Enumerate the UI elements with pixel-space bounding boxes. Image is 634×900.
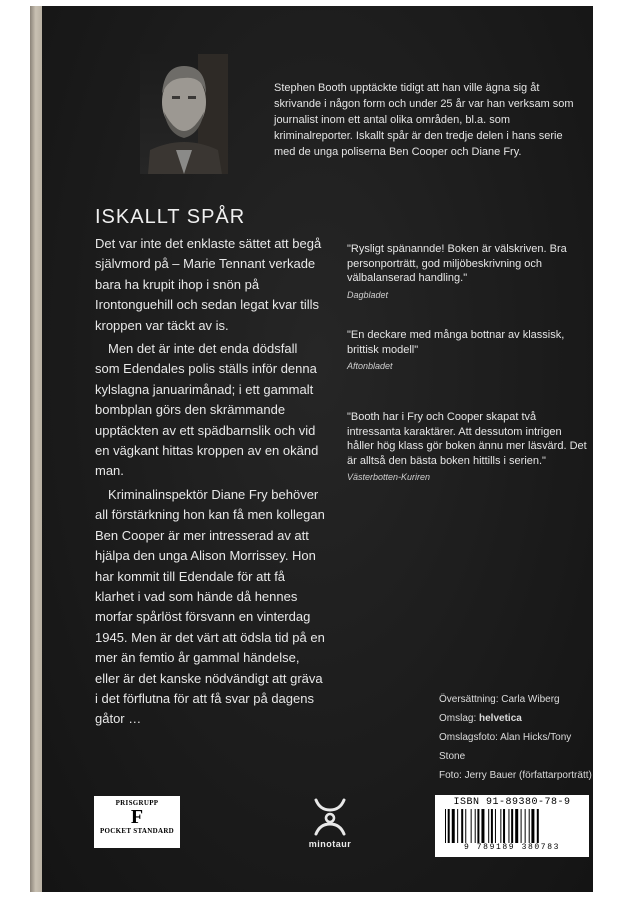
- ean-number: 9 789189 380783: [463, 843, 560, 852]
- barcode-bar: [521, 809, 522, 843]
- review-quote-text: "Rysligt spänannde! Boken är välskriven. Bra personporträtt, god miljöbeskrivning och välbalanserad handling.": [347, 243, 567, 284]
- credit-translation: Översättning: Carla Wiberg: [439, 694, 560, 705]
- barcode-bar: [500, 809, 501, 843]
- barcode-bar: [515, 809, 518, 843]
- price-group-box: [94, 796, 180, 848]
- review-quote-text: "Booth har i Fry och Cooper skapat två intressanta karaktärer. Att dessutom intrigen håller hög klass gör boken ännu mer läsvärd. Det är alltså den bästa boken hittills i serien.": [347, 411, 587, 467]
- price-group-label: PRISGRUPP: [115, 799, 159, 807]
- barcode: [445, 809, 579, 843]
- barcode-bar: [495, 809, 496, 843]
- barcode-bar: [475, 809, 476, 843]
- blurb-paragraph: Men det är inte det enda dödsfall som Edendales polis ställs inför denna kylslagna januarimånad; i ett gammalt bombplan görs den skrämmande upptäckten av ett spädbarnslik och vid en vägkant hittas kroppen av en okänd man.: [95, 341, 319, 479]
- credit-cover-photo: Omslagsfoto: Alan Hicks/Tony Stone: [439, 732, 572, 762]
- barcode-bar: [531, 809, 534, 843]
- book-title: ISKALLT SPÅR: [95, 206, 246, 228]
- barcode-bar: [471, 809, 472, 843]
- review-source: Aftonbladet: [347, 361, 393, 371]
- isbn-number: ISBN 91-89380-78-9: [453, 797, 571, 808]
- price-group-standard: POCKET STANDARD: [99, 827, 175, 835]
- review-source: Dagbladet: [347, 289, 389, 300]
- publisher-logo: [300, 796, 360, 856]
- credit-cover-label: Omslag:: [439, 713, 477, 724]
- barcode-bar: [508, 809, 509, 843]
- barcode-bar: [481, 809, 484, 843]
- review-quote: [347, 242, 587, 302]
- credit-cover: [439, 709, 593, 728]
- publisher-name: minotaur: [308, 839, 352, 849]
- barcode-bar: [445, 809, 446, 843]
- barcode-bar: [457, 809, 458, 843]
- review-quote: [347, 328, 587, 374]
- price-group-code: F: [130, 806, 144, 828]
- author-photo: [140, 54, 228, 174]
- barcode-bar: [525, 809, 526, 843]
- author-bio: Stephen Booth upptäckte tidigt att han ville ägna sig åt skrivande i någon form och under 25 år var han verksam som journalist inom ett antal olika områden, bl.a. som kriminalreporter. Iskallt spår är den tredje delen i hans serie med de unga poliserna Ben Cooper och Diane Fry.: [274, 82, 574, 158]
- blurb-paragraph: Det var inte det enklaste sättet att begå självmord på – Marie Tennant verkade bara ha krupit ihop i snön på Irontonguehill och sedan legat kvar tills kroppen var täckt av is.: [95, 236, 322, 333]
- barcode-bar: [461, 809, 463, 843]
- credit-cover-value: helvetica: [479, 713, 522, 724]
- barcode-box: [435, 795, 589, 857]
- review-source: Västerbotten-Kuriren: [347, 472, 431, 482]
- barcode-bar: [491, 809, 493, 843]
- review-quote-text: "En deckare med många bottnar av klassisk, brittisk modell": [347, 329, 565, 356]
- minotaur-icon: [310, 796, 350, 836]
- barcode-bar: [511, 809, 513, 843]
- barcode-bar: [503, 809, 505, 843]
- barcode-bar: [477, 809, 479, 843]
- back-cover: [42, 6, 593, 892]
- barcode-bar: [452, 809, 455, 843]
- review-quote: [347, 410, 587, 485]
- barcode-bar: [529, 809, 530, 843]
- blurb-text: [95, 234, 325, 733]
- blurb-paragraph: Kriminalinspektör Diane Fry behöver all förstärkning hon kan få men kollegan Ben Cooper är mer intresserad av att hjälpa den unga Alison Morrissey. Hon har kommit till Edendale för att få klarhet i vad som hände då hennes morfar spårlöst försvann en vinterdag 1945. Men är det värt att ödsla tid på en mer än femtio år gammal händelse, eller är det kanske nödvändigt att gräva i det förflutna för att få svar på dagens gåtor …: [95, 486, 325, 727]
- credit-author-photo: Foto: Jerry Bauer (författarporträtt): [439, 770, 592, 781]
- credits-block: [439, 690, 593, 785]
- barcode-bar: [537, 809, 539, 843]
- barcode-bar: [448, 809, 450, 843]
- barcode-bar: [488, 809, 489, 843]
- barcode-bar: [465, 809, 466, 843]
